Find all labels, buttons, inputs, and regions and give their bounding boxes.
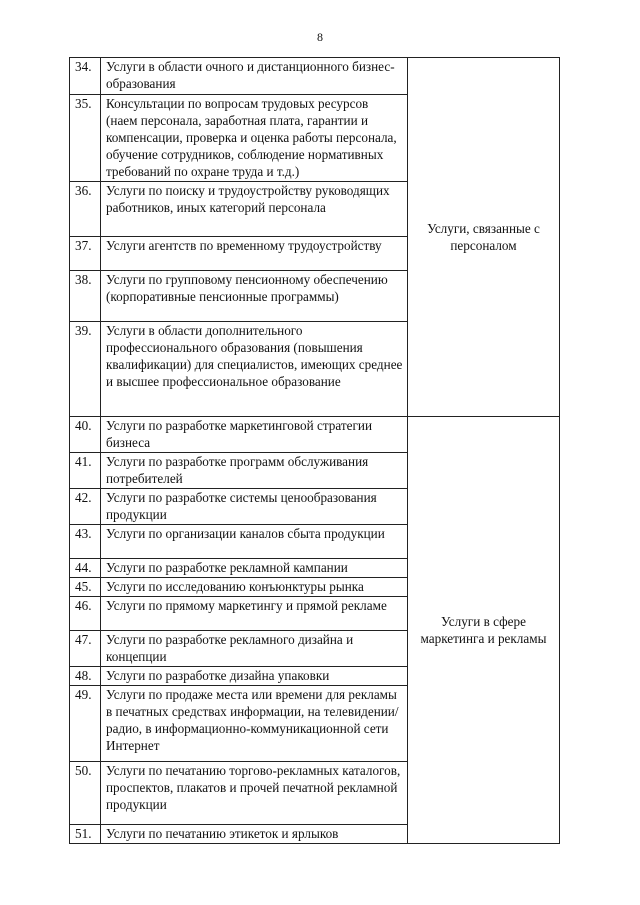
page-number: 8 [317, 30, 323, 44]
service-description: Услуги по разработке программ обслуживания потребителей [101, 453, 408, 489]
service-description: Услуги по организации каналов сбыта продукции [101, 525, 408, 559]
service-category-label: Услуги, связанные с персоналом [427, 221, 540, 253]
row-number: 39. [70, 322, 101, 417]
row-number: 51. [70, 825, 101, 844]
service-description: Услуги по печатанию торгово-рекламных каталогов, проспектов, плакатов и прочей печатной рекламной продукции [101, 762, 408, 825]
row-number: 50. [70, 762, 101, 825]
service-description: Услуги агентств по временному трудоустройству [101, 237, 408, 271]
row-number: 48. [70, 667, 101, 686]
service-description: Услуги в области дополнительного профессионального образования (повышения квалификации) для специалистов, имеющих среднее и высшее профессиональное образование [101, 322, 408, 417]
service-description: Услуги по прямому маркетингу и прямой рекламе [101, 597, 408, 631]
row-number: 43. [70, 525, 101, 559]
service-description: Услуги по разработке дизайна упаковки [101, 667, 408, 686]
row-number: 38. [70, 271, 101, 322]
row-number: 36. [70, 182, 101, 237]
service-description: Услуги по поиску и трудоустройству руководящих работников, иных категорий персонала [101, 182, 408, 237]
service-description: Услуги в области очного и дистанционного бизнес-образования [101, 58, 408, 95]
service-category [408, 417, 560, 844]
row-number: 44. [70, 559, 101, 578]
service-description: Услуги по печатанию этикеток и ярлыков [101, 825, 408, 844]
service-description: Услуги по разработке рекламного дизайна и концепции [101, 631, 408, 667]
row-number: 47. [70, 631, 101, 667]
service-description: Услуги по разработке маркетинговой стратегии бизнеса [101, 417, 408, 453]
row-number: 37. [70, 237, 101, 271]
row-number: 42. [70, 489, 101, 525]
table-row [70, 417, 560, 453]
service-description: Услуги по групповому пенсионному обеспечению (корпоративные пенсионные программы) [101, 271, 408, 322]
service-description: Услуги по исследованию конъюнктуры рынка [101, 578, 408, 597]
row-number: 46. [70, 597, 101, 631]
row-number: 45. [70, 578, 101, 597]
services-table-body [70, 58, 560, 844]
table-row [70, 58, 560, 95]
service-description: Услуги по разработке рекламной кампании [101, 559, 408, 578]
service-category [408, 58, 560, 417]
row-number: 49. [70, 686, 101, 762]
services-table [69, 57, 560, 844]
service-description: Услуги по разработке системы ценообразования продукции [101, 489, 408, 525]
row-number: 40. [70, 417, 101, 453]
service-description: Консультации по вопросам трудовых ресурсов (наем персонала, заработная плата, гарантии и компенсации, проверка и оценка работы персонала, обучение сотрудников, соблюдение нормативных требований по охране труда и т.д.) [101, 95, 408, 182]
row-number: 35. [70, 95, 101, 182]
service-category-label: Услуги в сфере маркетинга и рекламы [420, 614, 547, 646]
row-number: 41. [70, 453, 101, 489]
service-description: Услуги по продаже места или времени для рекламы в печатных средствах информации, на телевидении/радио, в информационно-коммуникационной сети Интернет [101, 686, 408, 762]
row-number: 34. [70, 58, 101, 95]
